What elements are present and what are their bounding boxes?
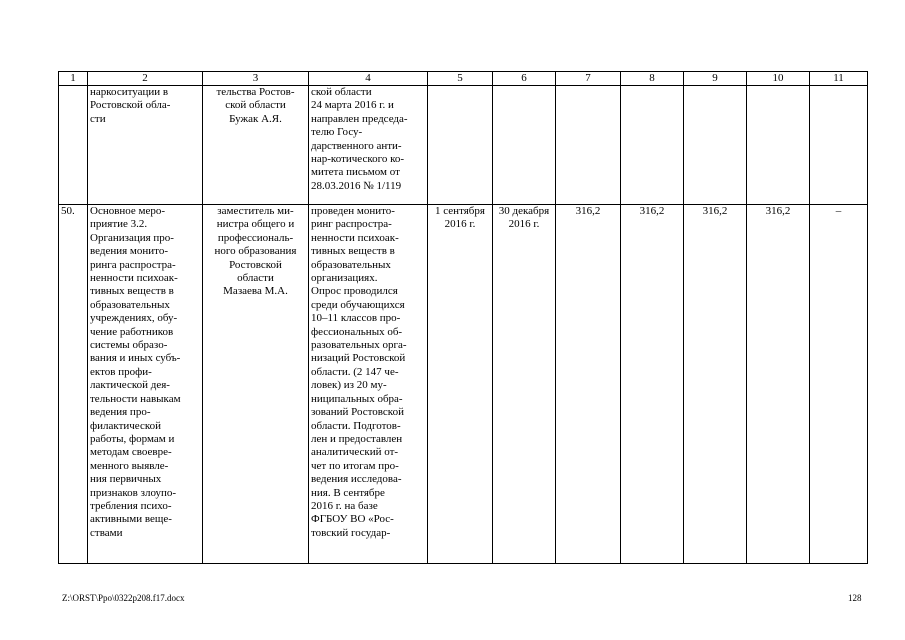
column-header: 3 bbox=[203, 72, 309, 86]
report-table bbox=[58, 71, 868, 564]
end-date-cell: 30 декабря 2016 г. bbox=[493, 205, 556, 564]
column-header: 1 bbox=[59, 72, 88, 86]
start-date-cell: 1 сентября 2016 г. bbox=[428, 205, 493, 564]
empty-cell bbox=[747, 86, 810, 205]
dash-cell: – bbox=[810, 205, 868, 564]
amount-cell: 316,2 bbox=[621, 205, 684, 564]
column-header: 8 bbox=[621, 72, 684, 86]
table-row bbox=[59, 86, 868, 205]
event-cell: Основное меро- приятие 3.2. Организация про- ведения монито- ринга распростра- ненности психоак- тивных веществ в образовательных учреждениях, обу- чение работников системы образо- вания и иных субъ- ектов профи- лактической дея- тельности навыкам ведения про- филактической работы, формам и методам своевре- менного выявле- ния первичных признаков злоупо- требления психо- активными веще- ствами bbox=[88, 205, 203, 564]
result-cell: ской области 24 марта 2016 г. и направлен председа- телю Госу- дарственного анти- нар-котического ко- митета письмом от 28.03.2016 № 1/119 bbox=[309, 86, 428, 205]
empty-cell bbox=[684, 86, 747, 205]
result-cell: проведен монито- ринг распростра- ненности психоак- тивных веществ в образовательных организациях. Опрос проводился среди обучающихся 10–11 классов про- фессиональных об- разовательных орга- низаций Ростовской области. (2 147 че- ловек) из 20 му- ниципальных обра- зований Ростовской области. Подготов- лен и предоставлен аналитический от- чет по итогам про- ведения исследова- ния. В сентябре 2016 г. на базе ФГБОУ ВО «Рос- товский государ- bbox=[309, 205, 428, 564]
column-header: 7 bbox=[556, 72, 621, 86]
column-header: 10 bbox=[747, 72, 810, 86]
empty-cell bbox=[621, 86, 684, 205]
page-number: 128 bbox=[848, 593, 862, 603]
empty-cell bbox=[810, 86, 868, 205]
column-header: 4 bbox=[309, 72, 428, 86]
event-cell: наркоситуации в Ростовской обла- сти bbox=[88, 86, 203, 205]
amount-cell: 316,2 bbox=[747, 205, 810, 564]
empty-cell bbox=[493, 86, 556, 205]
empty-cell bbox=[428, 86, 493, 205]
row-number-cell bbox=[59, 86, 88, 205]
column-header: 11 bbox=[810, 72, 868, 86]
responsible-cell: заместитель ми- нистра общего и профессиональ- ного образования Ростовской области Мазаева М.А. bbox=[203, 205, 309, 564]
column-header: 2 bbox=[88, 72, 203, 86]
column-number-row bbox=[59, 72, 868, 86]
table-row bbox=[59, 205, 868, 564]
row-number-cell: 50. bbox=[59, 205, 88, 564]
amount-cell: 316,2 bbox=[684, 205, 747, 564]
column-header: 5 bbox=[428, 72, 493, 86]
column-header: 6 bbox=[493, 72, 556, 86]
responsible-cell: тельства Ростов- ской области Бужак А.Я. bbox=[203, 86, 309, 205]
column-header: 9 bbox=[684, 72, 747, 86]
file-path-footer: Z:\ORST\Ppo\0322p208.f17.docx bbox=[62, 593, 185, 603]
amount-cell: 316,2 bbox=[556, 205, 621, 564]
empty-cell bbox=[556, 86, 621, 205]
